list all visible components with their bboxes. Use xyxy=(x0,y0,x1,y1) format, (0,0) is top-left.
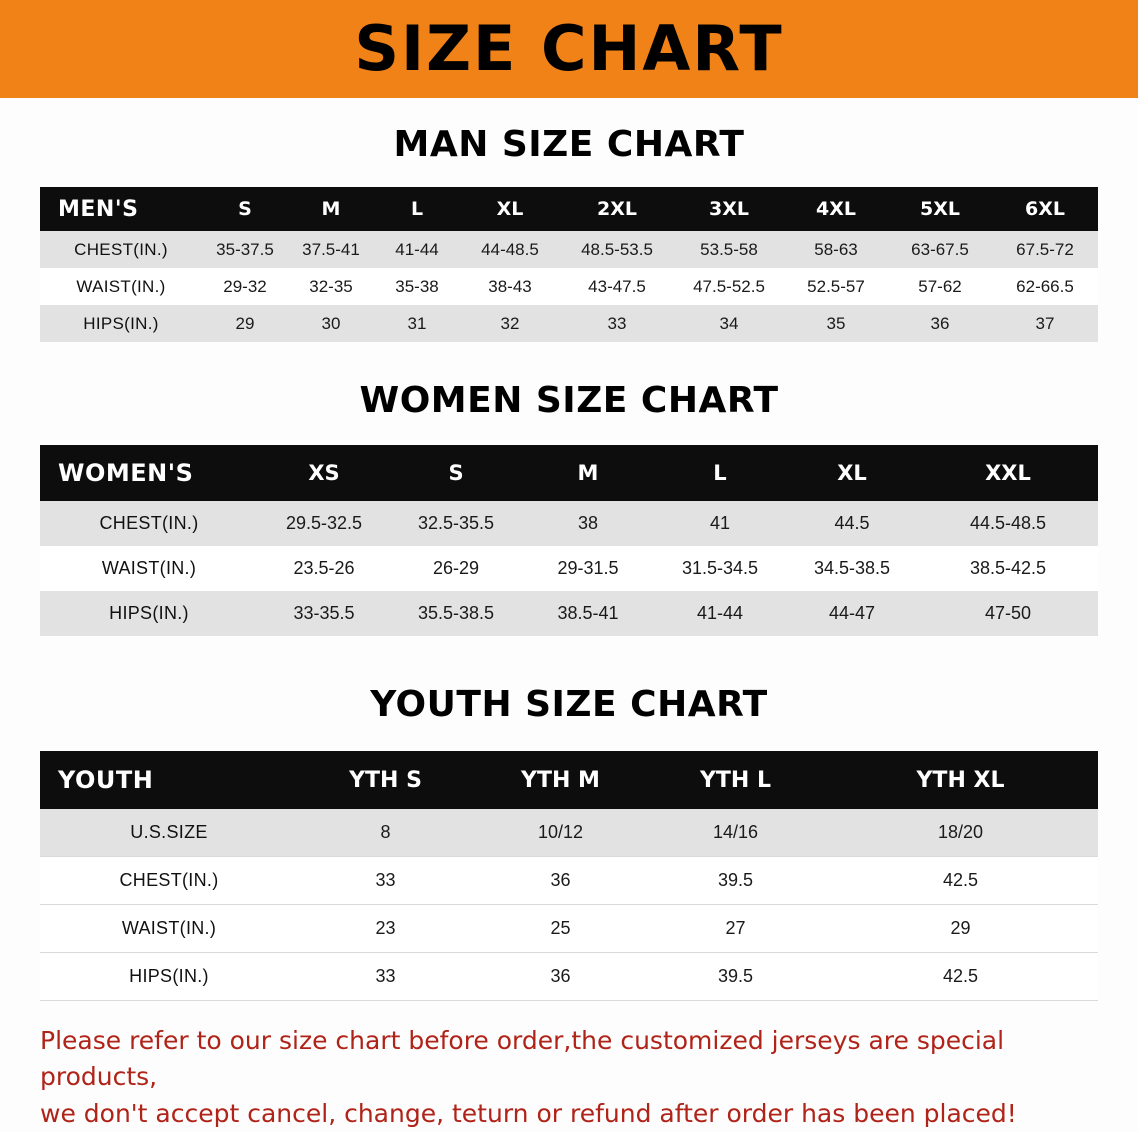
men-hips-l: 31 xyxy=(374,305,460,342)
table-row xyxy=(40,857,1098,905)
men-header-3xl: 3XL xyxy=(674,187,784,231)
men-hips-4xl: 35 xyxy=(784,305,888,342)
youth-ussize-s: 8 xyxy=(298,809,473,857)
women-header-s: S xyxy=(390,445,522,501)
women-header-m: M xyxy=(522,445,654,501)
men-chest-5xl: 63-67.5 xyxy=(888,231,992,268)
youth-row-label-chest: CHEST(IN.) xyxy=(40,857,298,905)
table-row xyxy=(40,501,1098,546)
women-header-xs: XS xyxy=(258,445,390,501)
policy-note-line2: we don't accept cancel, change, teturn or refund after order has been placed! xyxy=(40,1098,1017,1128)
women-chest-xs: 29.5-32.5 xyxy=(258,501,390,546)
men-waist-l: 35-38 xyxy=(374,268,460,305)
table-row xyxy=(40,546,1098,591)
women-chest-m: 38 xyxy=(522,501,654,546)
youth-header-xl: YTH XL xyxy=(823,751,1098,809)
men-header-6xl: 6XL xyxy=(992,187,1098,231)
women-hips-xs: 33-35.5 xyxy=(258,591,390,636)
men-header-2xl: 2XL xyxy=(560,187,674,231)
table-header-row xyxy=(40,187,1098,231)
women-chest-xxl: 44.5-48.5 xyxy=(918,501,1098,546)
women-waist-l: 31.5-34.5 xyxy=(654,546,786,591)
youth-hips-m: 36 xyxy=(473,953,648,1001)
table-row xyxy=(40,591,1098,636)
youth-chest-s: 33 xyxy=(298,857,473,905)
men-waist-xl: 38-43 xyxy=(460,268,560,305)
youth-chest-m: 36 xyxy=(473,857,648,905)
women-hips-xl: 44-47 xyxy=(786,591,918,636)
men-header-5xl: 5XL xyxy=(888,187,992,231)
youth-waist-xl: 29 xyxy=(823,905,1098,953)
women-chest-l: 41 xyxy=(654,501,786,546)
youth-row-label-hips: HIPS(IN.) xyxy=(40,953,298,1001)
men-chest-s: 35-37.5 xyxy=(202,231,288,268)
men-row-label-waist: WAIST(IN.) xyxy=(40,268,202,305)
men-chest-4xl: 58-63 xyxy=(784,231,888,268)
youth-ussize-m: 10/12 xyxy=(473,809,648,857)
men-waist-m: 32-35 xyxy=(288,268,374,305)
men-header-l: L xyxy=(374,187,460,231)
youth-hips-xl: 42.5 xyxy=(823,953,1098,1001)
youth-ussize-l: 14/16 xyxy=(648,809,823,857)
women-row-label-waist: WAIST(IN.) xyxy=(40,546,258,591)
table-row xyxy=(40,268,1098,305)
women-header-xl: XL xyxy=(786,445,918,501)
man-section-title: MAN SIZE CHART xyxy=(393,124,745,165)
men-waist-3xl: 47.5-52.5 xyxy=(674,268,784,305)
women-header-label: WOMEN'S xyxy=(40,445,258,501)
men-hips-3xl: 34 xyxy=(674,305,784,342)
men-waist-5xl: 57-62 xyxy=(888,268,992,305)
men-waist-2xl: 43-47.5 xyxy=(560,268,674,305)
women-row-label-chest: CHEST(IN.) xyxy=(40,501,258,546)
youth-header-l: YTH L xyxy=(648,751,823,809)
men-chest-l: 41-44 xyxy=(374,231,460,268)
table-row xyxy=(40,305,1098,342)
women-size-table xyxy=(40,445,1098,636)
women-waist-xl: 34.5-38.5 xyxy=(786,546,918,591)
men-header-s: S xyxy=(202,187,288,231)
women-hips-xxl: 47-50 xyxy=(918,591,1098,636)
youth-chest-l: 39.5 xyxy=(648,857,823,905)
youth-waist-m: 25 xyxy=(473,905,648,953)
women-row-label-hips: HIPS(IN.) xyxy=(40,591,258,636)
page-title: SIZE CHART xyxy=(354,12,784,85)
men-hips-m: 30 xyxy=(288,305,374,342)
youth-chest-xl: 42.5 xyxy=(823,857,1098,905)
youth-header-s: YTH S xyxy=(298,751,473,809)
men-chest-m: 37.5-41 xyxy=(288,231,374,268)
women-header-l: L xyxy=(654,445,786,501)
men-size-table xyxy=(40,187,1098,342)
men-row-label-chest: CHEST(IN.) xyxy=(40,231,202,268)
table-row xyxy=(40,953,1098,1001)
youth-waist-s: 23 xyxy=(298,905,473,953)
youth-size-table xyxy=(40,751,1098,1001)
men-chest-xl: 44-48.5 xyxy=(460,231,560,268)
youth-row-label-waist: WAIST(IN.) xyxy=(40,905,298,953)
women-chest-xl: 44.5 xyxy=(786,501,918,546)
men-hips-2xl: 33 xyxy=(560,305,674,342)
men-row-label-hips: HIPS(IN.) xyxy=(40,305,202,342)
men-header-label: MEN'S xyxy=(40,187,202,231)
women-hips-l: 41-44 xyxy=(654,591,786,636)
women-hips-s: 35.5-38.5 xyxy=(390,591,522,636)
men-header-xl: XL xyxy=(460,187,560,231)
youth-waist-l: 27 xyxy=(648,905,823,953)
men-chest-2xl: 48.5-53.5 xyxy=(560,231,674,268)
women-waist-xxl: 38.5-42.5 xyxy=(918,546,1098,591)
men-waist-6xl: 62-66.5 xyxy=(992,268,1098,305)
women-waist-m: 29-31.5 xyxy=(522,546,654,591)
youth-header-label: YOUTH xyxy=(40,751,298,809)
men-waist-4xl: 52.5-57 xyxy=(784,268,888,305)
women-hips-m: 38.5-41 xyxy=(522,591,654,636)
youth-header-m: YTH M xyxy=(473,751,648,809)
policy-note-line1: Please refer to our size chart before order,the customized jerseys are special products, xyxy=(40,1026,1005,1092)
youth-ussize-xl: 18/20 xyxy=(823,809,1098,857)
women-header-xxl: XXL xyxy=(918,445,1098,501)
page-banner xyxy=(0,0,1138,98)
men-hips-6xl: 37 xyxy=(992,305,1098,342)
men-header-m: M xyxy=(288,187,374,231)
table-row xyxy=(40,231,1098,268)
men-hips-s: 29 xyxy=(202,305,288,342)
youth-hips-l: 39.5 xyxy=(648,953,823,1001)
women-chest-s: 32.5-35.5 xyxy=(390,501,522,546)
table-header-row xyxy=(40,751,1098,809)
women-waist-xs: 23.5-26 xyxy=(258,546,390,591)
men-chest-3xl: 53.5-58 xyxy=(674,231,784,268)
men-header-4xl: 4XL xyxy=(784,187,888,231)
table-row xyxy=(40,809,1098,857)
men-chest-6xl: 67.5-72 xyxy=(992,231,1098,268)
men-hips-xl: 32 xyxy=(460,305,560,342)
women-waist-s: 26-29 xyxy=(390,546,522,591)
table-row xyxy=(40,905,1098,953)
men-waist-s: 29-32 xyxy=(202,268,288,305)
policy-note xyxy=(40,1023,1098,1132)
table-header-row xyxy=(40,445,1098,501)
youth-section-title: YOUTH SIZE CHART xyxy=(370,684,768,725)
men-hips-5xl: 36 xyxy=(888,305,992,342)
women-section-title: WOMEN SIZE CHART xyxy=(359,380,779,421)
youth-hips-s: 33 xyxy=(298,953,473,1001)
youth-row-label-ussize: U.S.SIZE xyxy=(40,809,298,857)
